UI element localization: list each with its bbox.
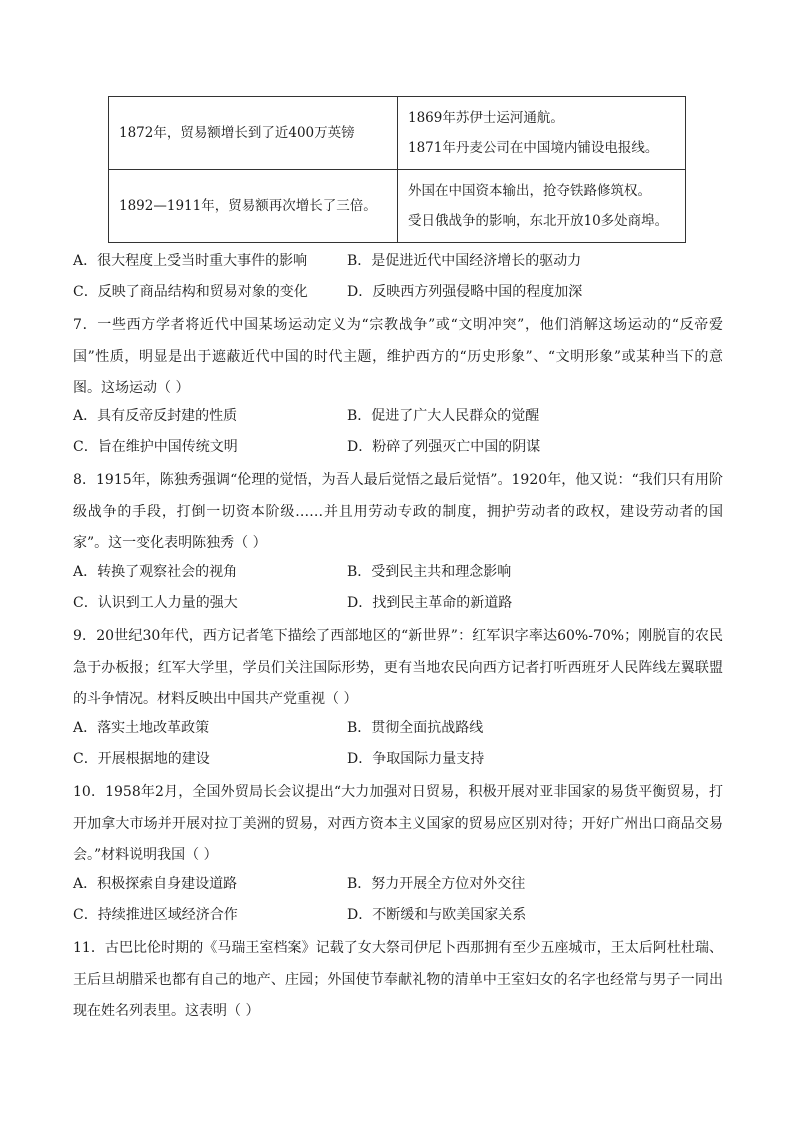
q9-option-b: B．贯彻全面抗战路线 [347, 720, 484, 736]
q7-option-b: B．促进了广大人民群众的觉醒 [347, 408, 540, 424]
q10-stem: 10．1958年2月，全国外贸局长会议提出“大力加强对日贸易，积极开展对亚非国家的易货平衡贸易，打开加拿大市场并开展对拉丁美洲的贸易，对西方资本主义国家的贸易应区别对待；开好广州出口商品交易会。”材料说明我国（ ） [73, 784, 723, 863]
q8-option-d: D．找到民主革命的新道路 [347, 595, 513, 611]
q7-option-d: D．粉碎了列强灭亡中国的阴谋 [347, 439, 541, 455]
q10-option-c: C．持续推进区域经济合作 [73, 907, 238, 923]
table-row [109, 170, 686, 243]
table-cell: 1872年，贸易额增长到了近400万英镑 [109, 97, 398, 170]
q7-stem: 7．一些西方学者将近代中国某场运动定义为“宗教战争”或“文明冲突”，他们消解这场运动的“反帝爱国”性质，明显是出于遮蔽近代中国的时代主题，维护西方的“历史形象”、“文明形象”或某种当下的意图。这场运动（ ） [73, 317, 723, 396]
q7-option-a: A．具有反帝反封建的性质 [73, 408, 238, 424]
q10-option-a: A．积极探索自身建设道路 [73, 876, 238, 892]
q11-stem: 11．古巴比伦时期的《马瑞王室档案》记载了女大祭司伊尼卜西那拥有至少五座城市，王太后阿杜杜瑞、王后旦胡腊采也都有自己的地产、庄园；外国使节奉献礼物的清单中王室妇女的名字也经常与男子一同出现在姓名列表里。这表明（ ） [73, 940, 723, 1019]
q8-stem: 8．1915年，陈独秀强调“伦理的觉悟，为吾人最后觉悟之最后觉悟”。1920年，他又说：“我们只有用阶级战争的手段，打倒一切资本阶级……并且用劳动专政的制度，拥护劳动者的政权，建设劳动者的国家”。这一变化表明陈独秀（ ） [73, 472, 723, 551]
q6-option-d: D．反映西方列强侵略中国的程度加深 [347, 284, 583, 300]
q8-option-b: B．受到民主共和理念影响 [347, 564, 512, 580]
table-cell-line: 外国在中国资本输出，抢夺铁路修筑权。 [408, 183, 651, 199]
table-cell [398, 170, 686, 243]
q10-option-d: D．不断缓和与欧美国家关系 [347, 907, 527, 923]
trade-table [108, 96, 686, 243]
table-cell [398, 97, 686, 170]
q9-option-c: C．开展根据地的建设 [73, 751, 210, 767]
q6-option-b: B．是促进近代中国经济增长的驱动力 [347, 253, 582, 269]
table-row [109, 97, 686, 170]
q7-option-c: C．旨在维护中国传统文明 [73, 439, 238, 455]
q10-option-b: B．努力开展全方位对外交往 [347, 876, 526, 892]
q9-stem: 9．20世纪30年代，西方记者笔下描绘了西部地区的“新世界”：红军识字率达60%-70%；刚脱盲的农民急于办板报；红军大学里，学员们关注国际形势，更有当地农民向西方记者打听西班牙人民阵线左翼联盟的斗争情况。材料反映出中国共产党重视（ ） [73, 628, 723, 707]
q8-option-c: C．认识到工人力量的强大 [73, 595, 238, 611]
table-cell-line: 1869年苏伊士运河通航。 [408, 110, 564, 126]
q9-option-a: A．落实土地改革政策 [73, 720, 210, 736]
q6-option-a: A．很大程度上受当时重大事件的影响 [73, 253, 308, 269]
table-cell-line: 受日俄战争的影响，东北开放10多处商埠。 [408, 213, 669, 229]
q8-option-a: A．转换了观察社会的视角 [73, 564, 238, 580]
q9-option-d: D．争取国际力量支持 [347, 751, 485, 767]
q6-option-c: C．反映了商品结构和贸易对象的变化 [73, 284, 308, 300]
table-cell-line: 1871年丹麦公司在中国境内铺设电报线。 [408, 140, 659, 156]
table-cell: 1892—1911年，贸易额再次增长了三倍。 [109, 170, 398, 243]
